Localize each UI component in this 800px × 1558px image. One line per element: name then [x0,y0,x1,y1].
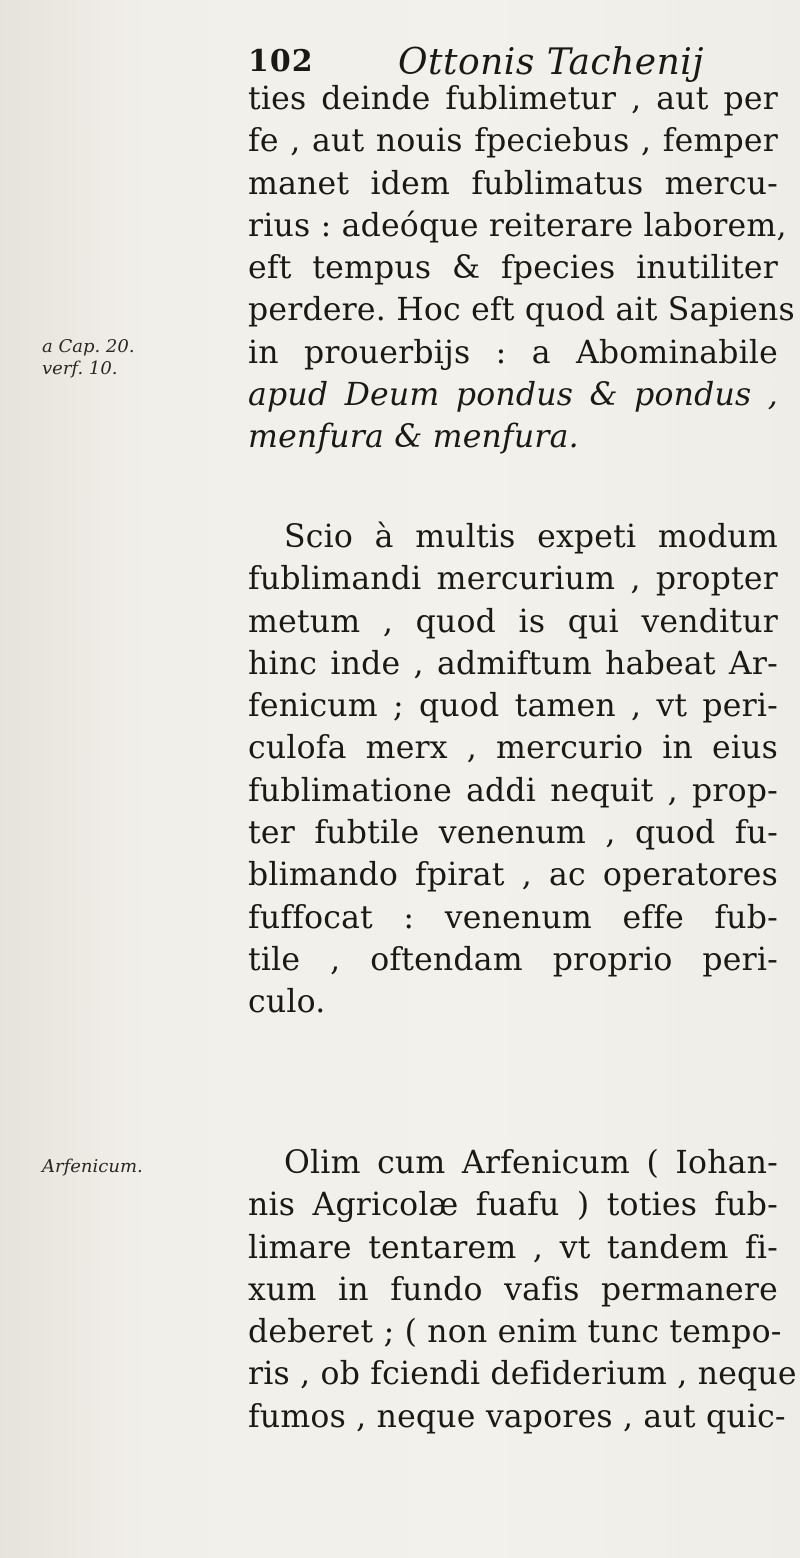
paragraph-3 [248,1142,797,1438]
paragraph-2 [248,516,778,1024]
text-line: hinc inde , admiftum habeat Ar- [248,645,778,682]
margin-note-topic [42,1156,143,1178]
text-line: in prouerbijs : a Abominabile [248,334,778,371]
text-line: fenicum ; quod tamen , vt peri- [248,688,778,725]
text-line: nis Agricolæ fuafu ) toties fub- [248,1187,778,1224]
text-line: culofa merx , mercurio in eius [248,730,778,767]
text-line: eft tempus & fpecies inutiliter [248,250,778,287]
text-line: apud Deum pondus & pondus , [248,377,778,414]
text-line: fublimandi mercurium , propter [248,561,778,598]
text-line: limare tentarem , vt tandem fi- [248,1229,778,1266]
text-line: ter fubtile venenum , quod fu- [248,815,778,852]
margin-note-reference [42,336,135,380]
text-line: fublimatione addi nequit , prop- [248,772,778,809]
text-line: blimando fpirat , ac operatores [248,857,778,894]
text-line: rius : adeóque reiterare laborem, [248,207,787,244]
text-line: Olim cum Arfenicum ( Iohan- [284,1145,778,1181]
text-line: fuffocat : venenum effe fub- [248,899,778,936]
text-line: metum , quod is qui venditur [248,603,778,640]
text-line: tile , oftendam proprio peri- [248,941,778,978]
text-line: xum in fundo vafis permanere [248,1271,778,1308]
margin-note-line: verf. 10. [42,358,118,379]
text-line: ris , ob fciendi defiderium , neque [248,1356,797,1393]
text-line: fumos , neque vapores , aut quic- [248,1398,786,1435]
paragraph-1 [248,78,795,459]
text-line: fe , aut nouis fpeciebus , femper [248,123,778,160]
text-line: menfura & menfura. [248,419,579,456]
margin-note-line: Arfenicum. [42,1156,143,1177]
page-number: 102 [248,44,314,79]
text-line: deberet ; ( non enim tunc tempo- [248,1314,782,1351]
text-line: culo. [248,984,326,1021]
running-title: Ottonis Tachenij [398,42,704,83]
text-line: manet idem fublimatus mercu- [248,165,778,202]
text-line: perdere. Hoc eft quod ait Sapiens [248,292,795,329]
text-line: ties deinde fublimetur , aut per [248,81,778,117]
margin-note-line: a Cap. 20. [42,336,135,357]
text-line: Scio à multis expeti modum [284,519,778,555]
